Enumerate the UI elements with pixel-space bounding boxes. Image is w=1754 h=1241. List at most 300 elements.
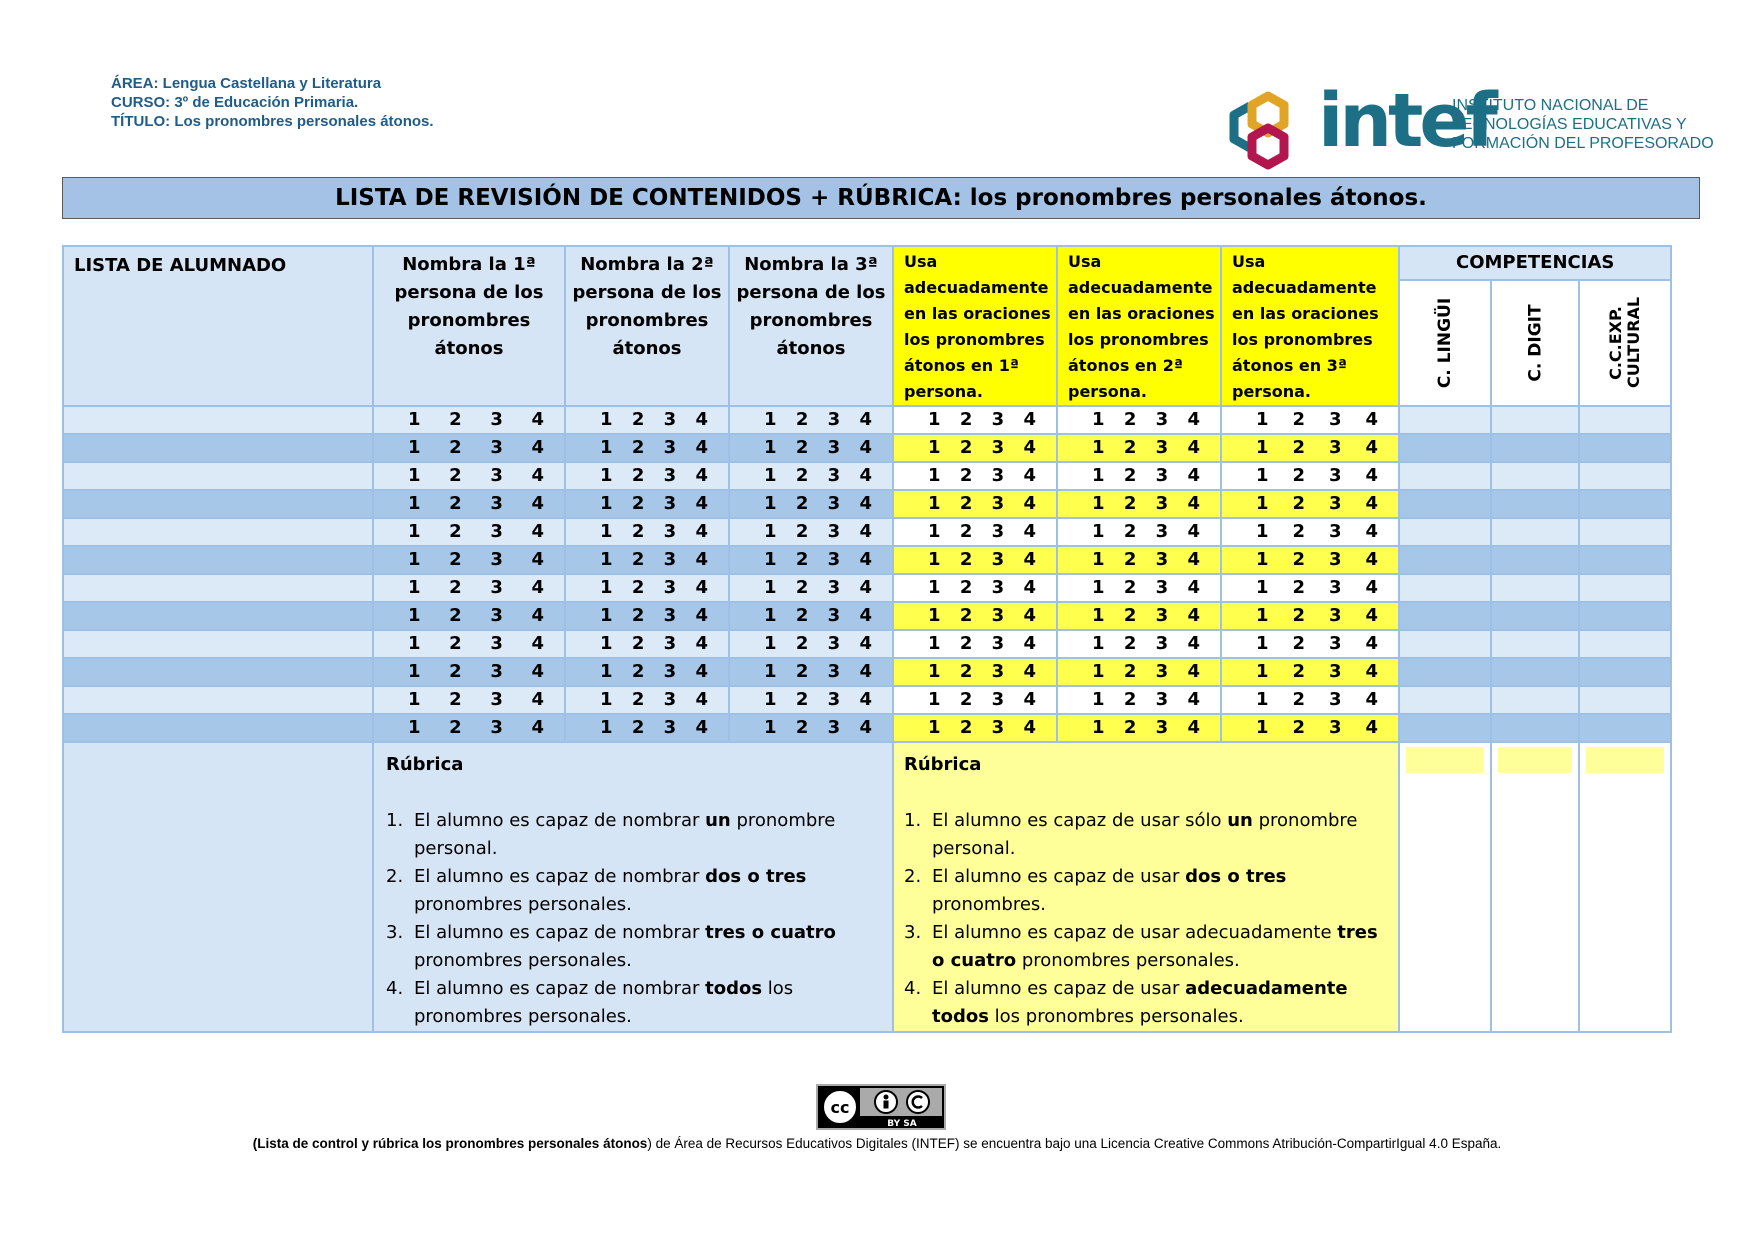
score-option[interactable]: 3 <box>1328 409 1342 430</box>
score-option[interactable]: 3 <box>827 689 841 710</box>
score-option[interactable]: 4 <box>1023 689 1036 710</box>
score-option[interactable]: 1 <box>928 689 941 710</box>
score-option[interactable]: 2 <box>959 409 973 430</box>
score-cell[interactable] <box>373 658 565 686</box>
score-option[interactable]: 2 <box>449 493 462 514</box>
score-option[interactable]: 1 <box>764 717 777 738</box>
score-option[interactable]: 2 <box>959 633 973 654</box>
score-option[interactable]: 1 <box>1256 493 1269 514</box>
score-cell[interactable] <box>1221 518 1399 546</box>
score-option[interactable]: 4 <box>1187 661 1200 682</box>
competencia-cell[interactable] <box>1399 546 1491 574</box>
score-cell[interactable] <box>565 714 729 742</box>
score-cell[interactable] <box>1057 714 1221 742</box>
score-option[interactable]: 4 <box>1365 437 1378 458</box>
score-cell[interactable] <box>1221 434 1399 462</box>
score-option[interactable]: 4 <box>695 521 708 542</box>
score-option[interactable]: 1 <box>1256 549 1269 570</box>
score-cell[interactable] <box>565 574 729 602</box>
score-option[interactable]: 2 <box>631 717 645 738</box>
score-option[interactable]: 2 <box>795 689 809 710</box>
score-option[interactable]: 4 <box>1023 577 1036 598</box>
competencia-cell[interactable] <box>1491 434 1579 462</box>
score-option[interactable]: 3 <box>1155 409 1169 430</box>
score-option[interactable]: 1 <box>928 409 941 430</box>
score-option[interactable]: 4 <box>1365 549 1378 570</box>
score-cell[interactable] <box>373 714 565 742</box>
competencia-cell[interactable] <box>1491 658 1579 686</box>
score-option[interactable]: 2 <box>449 689 462 710</box>
competencia-cell[interactable] <box>1399 630 1491 658</box>
score-option[interactable]: 3 <box>1155 661 1169 682</box>
score-option[interactable]: 1 <box>764 633 777 654</box>
score-option[interactable]: 1 <box>600 605 613 626</box>
score-option[interactable]: 2 <box>795 409 809 430</box>
score-option[interactable]: 2 <box>631 493 645 514</box>
student-name-cell[interactable] <box>63 686 373 714</box>
score-option[interactable]: 2 <box>959 521 973 542</box>
score-option[interactable]: 4 <box>1365 689 1378 710</box>
score-option[interactable]: 1 <box>600 437 613 458</box>
score-option[interactable]: 3 <box>1155 577 1169 598</box>
score-option[interactable]: 3 <box>490 493 503 514</box>
score-option[interactable]: 1 <box>1092 493 1105 514</box>
score-option[interactable]: 1 <box>1092 717 1105 738</box>
score-option[interactable]: 2 <box>631 409 645 430</box>
score-option[interactable]: 2 <box>1292 689 1306 710</box>
score-cell[interactable] <box>893 602 1057 630</box>
score-option[interactable]: 3 <box>991 521 1005 542</box>
score-option[interactable]: 2 <box>1123 605 1137 626</box>
score-option[interactable]: 4 <box>1023 493 1036 514</box>
score-option[interactable]: 4 <box>859 717 872 738</box>
score-option[interactable]: 3 <box>991 689 1005 710</box>
score-option[interactable]: 1 <box>1092 549 1105 570</box>
score-option[interactable]: 1 <box>1256 605 1269 626</box>
score-option[interactable]: 4 <box>1187 493 1200 514</box>
competencia-cell[interactable] <box>1579 602 1671 630</box>
score-option[interactable]: 1 <box>600 633 613 654</box>
score-cell[interactable] <box>1057 546 1221 574</box>
competencia-cell[interactable] <box>1399 714 1491 742</box>
score-option[interactable]: 4 <box>1023 437 1036 458</box>
score-cell[interactable] <box>565 686 729 714</box>
score-option[interactable]: 3 <box>827 465 841 486</box>
score-option[interactable]: 1 <box>408 521 421 542</box>
score-option[interactable]: 3 <box>1155 521 1169 542</box>
score-cell[interactable] <box>1221 630 1399 658</box>
score-option[interactable]: 1 <box>928 661 941 682</box>
score-option[interactable]: 4 <box>695 661 708 682</box>
score-option[interactable]: 3 <box>991 549 1005 570</box>
score-option[interactable]: 2 <box>1292 493 1306 514</box>
score-cell[interactable] <box>565 462 729 490</box>
score-cell[interactable] <box>373 630 565 658</box>
score-cell[interactable] <box>729 462 893 490</box>
score-option[interactable]: 3 <box>663 521 677 542</box>
student-name-cell[interactable] <box>63 546 373 574</box>
score-option[interactable]: 1 <box>928 577 941 598</box>
student-name-cell[interactable] <box>63 434 373 462</box>
student-name-cell[interactable] <box>63 574 373 602</box>
score-cell[interactable] <box>893 434 1057 462</box>
score-option[interactable]: 3 <box>827 437 841 458</box>
score-cell[interactable] <box>373 574 565 602</box>
competencia-cell[interactable] <box>1399 518 1491 546</box>
score-option[interactable]: 2 <box>631 605 645 626</box>
score-cell[interactable] <box>565 434 729 462</box>
score-option[interactable]: 2 <box>449 633 462 654</box>
score-cell[interactable] <box>729 602 893 630</box>
competencia-cell[interactable] <box>1491 602 1579 630</box>
student-name-cell[interactable] <box>63 714 373 742</box>
score-option[interactable]: 2 <box>1123 717 1137 738</box>
score-option[interactable]: 1 <box>1256 521 1269 542</box>
score-cell[interactable] <box>1057 574 1221 602</box>
score-option[interactable]: 3 <box>991 493 1005 514</box>
competencia-cell[interactable] <box>1579 714 1671 742</box>
score-option[interactable]: 1 <box>408 717 421 738</box>
score-option[interactable]: 1 <box>764 689 777 710</box>
score-option[interactable]: 4 <box>531 493 544 514</box>
score-cell[interactable] <box>373 602 565 630</box>
score-option[interactable]: 1 <box>1092 661 1105 682</box>
score-cell[interactable] <box>893 546 1057 574</box>
score-cell[interactable] <box>893 518 1057 546</box>
score-cell[interactable] <box>729 518 893 546</box>
competencia-cell[interactable] <box>1579 574 1671 602</box>
score-option[interactable]: 3 <box>991 661 1005 682</box>
score-option[interactable]: 2 <box>795 717 809 738</box>
score-option[interactable]: 4 <box>1365 493 1378 514</box>
score-option[interactable]: 2 <box>449 409 462 430</box>
score-option[interactable]: 2 <box>1123 409 1137 430</box>
score-option[interactable]: 1 <box>408 633 421 654</box>
score-option[interactable]: 3 <box>1328 465 1342 486</box>
score-option[interactable]: 1 <box>600 493 613 514</box>
score-option[interactable]: 4 <box>695 717 708 738</box>
student-name-cell[interactable] <box>63 462 373 490</box>
score-option[interactable]: 3 <box>1155 493 1169 514</box>
score-option[interactable]: 1 <box>764 605 777 626</box>
score-option[interactable]: 2 <box>631 549 645 570</box>
score-option[interactable]: 4 <box>1187 605 1200 626</box>
score-option[interactable]: 3 <box>490 577 503 598</box>
score-option[interactable]: 1 <box>408 661 421 682</box>
score-option[interactable]: 1 <box>408 465 421 486</box>
score-option[interactable]: 2 <box>1292 717 1306 738</box>
competencia-cell[interactable] <box>1399 686 1491 714</box>
score-option[interactable]: 2 <box>1123 633 1137 654</box>
score-option[interactable]: 1 <box>764 409 777 430</box>
score-option[interactable]: 4 <box>531 549 544 570</box>
score-option[interactable]: 4 <box>1023 549 1036 570</box>
score-option[interactable]: 2 <box>1123 577 1137 598</box>
score-option[interactable]: 4 <box>1023 465 1036 486</box>
score-cell[interactable] <box>373 546 565 574</box>
score-cell[interactable] <box>1057 602 1221 630</box>
score-option[interactable]: 3 <box>490 689 503 710</box>
score-option[interactable]: 3 <box>663 465 677 486</box>
score-option[interactable]: 1 <box>764 549 777 570</box>
score-option[interactable]: 4 <box>531 717 544 738</box>
score-option[interactable]: 1 <box>1256 661 1269 682</box>
score-option[interactable]: 4 <box>695 689 708 710</box>
competencia-cell[interactable] <box>1491 490 1579 518</box>
score-option[interactable]: 1 <box>928 605 941 626</box>
score-option[interactable]: 3 <box>490 465 503 486</box>
score-cell[interactable] <box>893 714 1057 742</box>
score-option[interactable]: 2 <box>631 633 645 654</box>
score-cell[interactable] <box>1057 686 1221 714</box>
score-option[interactable]: 2 <box>1292 577 1306 598</box>
score-option[interactable]: 2 <box>631 521 645 542</box>
score-option[interactable]: 3 <box>827 409 841 430</box>
competencia-cell[interactable] <box>1579 406 1671 434</box>
score-option[interactable]: 3 <box>663 605 677 626</box>
score-cell[interactable] <box>729 546 893 574</box>
score-cell[interactable] <box>893 658 1057 686</box>
score-cell[interactable] <box>1057 490 1221 518</box>
score-option[interactable]: 3 <box>1155 605 1169 626</box>
score-option[interactable]: 4 <box>531 689 544 710</box>
student-name-cell[interactable] <box>63 602 373 630</box>
competencia-cell[interactable] <box>1491 630 1579 658</box>
student-name-cell[interactable] <box>63 518 373 546</box>
score-option[interactable]: 4 <box>1187 577 1200 598</box>
score-option[interactable]: 1 <box>928 437 941 458</box>
competencia-cell[interactable] <box>1579 546 1671 574</box>
score-option[interactable]: 2 <box>959 577 973 598</box>
score-cell[interactable] <box>729 686 893 714</box>
score-option[interactable]: 1 <box>928 717 941 738</box>
score-option[interactable]: 2 <box>795 549 809 570</box>
competencia-cell[interactable] <box>1579 686 1671 714</box>
score-option[interactable]: 2 <box>1292 549 1306 570</box>
score-cell[interactable] <box>1057 406 1221 434</box>
score-option[interactable]: 3 <box>1155 465 1169 486</box>
score-cell[interactable] <box>373 490 565 518</box>
competencia-cell[interactable] <box>1399 462 1491 490</box>
score-option[interactable]: 4 <box>1187 409 1200 430</box>
score-option[interactable]: 3 <box>490 521 503 542</box>
score-option[interactable]: 3 <box>490 409 503 430</box>
score-cell[interactable] <box>1221 686 1399 714</box>
score-option[interactable]: 1 <box>928 521 941 542</box>
score-option[interactable]: 2 <box>959 661 973 682</box>
score-option[interactable]: 4 <box>695 409 708 430</box>
score-cell[interactable] <box>729 434 893 462</box>
score-option[interactable]: 2 <box>1123 661 1137 682</box>
score-option[interactable]: 4 <box>531 577 544 598</box>
score-option[interactable]: 4 <box>859 577 872 598</box>
score-cell[interactable] <box>565 406 729 434</box>
competencia-cell[interactable] <box>1491 406 1579 434</box>
score-option[interactable]: 4 <box>859 465 872 486</box>
score-option[interactable]: 4 <box>1187 549 1200 570</box>
score-option[interactable]: 4 <box>1365 633 1378 654</box>
score-option[interactable]: 1 <box>1256 633 1269 654</box>
score-option[interactable]: 4 <box>695 437 708 458</box>
student-name-cell[interactable] <box>63 630 373 658</box>
score-option[interactable]: 2 <box>1123 549 1137 570</box>
score-cell[interactable] <box>729 490 893 518</box>
score-cell[interactable] <box>729 658 893 686</box>
score-option[interactable]: 4 <box>1365 521 1378 542</box>
score-option[interactable]: 2 <box>1292 633 1306 654</box>
score-option[interactable]: 2 <box>1292 605 1306 626</box>
score-option[interactable]: 2 <box>1292 437 1306 458</box>
score-option[interactable]: 2 <box>1292 409 1306 430</box>
score-option[interactable]: 2 <box>959 465 973 486</box>
score-cell[interactable] <box>1057 518 1221 546</box>
score-option[interactable]: 1 <box>408 549 421 570</box>
score-option[interactable]: 2 <box>449 661 462 682</box>
score-cell[interactable] <box>729 406 893 434</box>
score-option[interactable]: 1 <box>600 465 613 486</box>
score-option[interactable]: 3 <box>1328 437 1342 458</box>
score-option[interactable]: 4 <box>859 605 872 626</box>
score-option[interactable]: 1 <box>1092 577 1105 598</box>
score-option[interactable]: 3 <box>827 633 841 654</box>
competencia-cell[interactable] <box>1579 658 1671 686</box>
score-option[interactable]: 2 <box>959 437 973 458</box>
score-option[interactable]: 1 <box>408 577 421 598</box>
score-option[interactable]: 4 <box>859 409 872 430</box>
score-option[interactable]: 4 <box>1187 717 1200 738</box>
score-option[interactable]: 2 <box>449 605 462 626</box>
score-option[interactable]: 3 <box>663 633 677 654</box>
competencia-cell[interactable] <box>1491 518 1579 546</box>
score-option[interactable]: 3 <box>991 605 1005 626</box>
score-option[interactable]: 4 <box>859 689 872 710</box>
score-option[interactable]: 4 <box>531 437 544 458</box>
score-option[interactable]: 3 <box>663 437 677 458</box>
score-option[interactable]: 2 <box>449 549 462 570</box>
score-option[interactable]: 4 <box>1365 465 1378 486</box>
score-cell[interactable] <box>729 714 893 742</box>
score-option[interactable]: 1 <box>1092 465 1105 486</box>
score-option[interactable]: 3 <box>1328 689 1342 710</box>
score-option[interactable]: 3 <box>1328 493 1342 514</box>
score-option[interactable]: 3 <box>1328 633 1342 654</box>
score-option[interactable]: 1 <box>764 493 777 514</box>
score-option[interactable]: 2 <box>449 577 462 598</box>
score-cell[interactable] <box>1057 630 1221 658</box>
score-option[interactable]: 1 <box>1256 465 1269 486</box>
score-option[interactable]: 3 <box>827 549 841 570</box>
score-option[interactable]: 1 <box>928 549 941 570</box>
score-option[interactable]: 3 <box>663 689 677 710</box>
score-cell[interactable] <box>373 518 565 546</box>
score-option[interactable]: 1 <box>408 689 421 710</box>
score-cell[interactable] <box>1221 574 1399 602</box>
score-option[interactable]: 3 <box>1155 633 1169 654</box>
score-option[interactable]: 1 <box>928 493 941 514</box>
score-option[interactable]: 3 <box>991 717 1005 738</box>
score-option[interactable]: 4 <box>859 549 872 570</box>
score-option[interactable]: 4 <box>859 521 872 542</box>
score-cell[interactable] <box>893 406 1057 434</box>
score-option[interactable]: 2 <box>959 493 973 514</box>
score-option[interactable]: 1 <box>600 577 613 598</box>
score-option[interactable]: 3 <box>827 661 841 682</box>
score-option[interactable]: 3 <box>490 717 503 738</box>
score-option[interactable]: 4 <box>1023 661 1036 682</box>
score-option[interactable]: 3 <box>827 493 841 514</box>
score-option[interactable]: 1 <box>764 661 777 682</box>
score-option[interactable]: 4 <box>1365 605 1378 626</box>
score-option[interactable]: 2 <box>795 577 809 598</box>
score-option[interactable]: 4 <box>859 437 872 458</box>
score-option[interactable]: 1 <box>600 549 613 570</box>
score-cell[interactable] <box>1221 714 1399 742</box>
score-option[interactable]: 4 <box>1187 437 1200 458</box>
score-option[interactable]: 4 <box>1023 409 1036 430</box>
score-option[interactable]: 2 <box>795 521 809 542</box>
score-option[interactable]: 2 <box>959 717 973 738</box>
score-option[interactable]: 1 <box>764 437 777 458</box>
score-option[interactable]: 4 <box>531 661 544 682</box>
competencia-cell[interactable] <box>1579 462 1671 490</box>
competencia-cell[interactable] <box>1579 630 1671 658</box>
score-cell[interactable] <box>373 686 565 714</box>
score-cell[interactable] <box>893 686 1057 714</box>
competencia-cell[interactable] <box>1399 602 1491 630</box>
score-option[interactable]: 2 <box>1123 465 1137 486</box>
score-cell[interactable] <box>565 518 729 546</box>
score-option[interactable]: 3 <box>1328 605 1342 626</box>
score-option[interactable]: 4 <box>1365 409 1378 430</box>
score-option[interactable]: 1 <box>600 409 613 430</box>
score-option[interactable]: 4 <box>1365 717 1378 738</box>
score-cell[interactable] <box>1221 546 1399 574</box>
score-option[interactable]: 4 <box>1187 633 1200 654</box>
score-option[interactable]: 2 <box>795 661 809 682</box>
score-option[interactable]: 2 <box>1292 521 1306 542</box>
score-option[interactable]: 1 <box>1092 521 1105 542</box>
score-cell[interactable] <box>373 462 565 490</box>
score-option[interactable]: 2 <box>631 661 645 682</box>
competencia-cell[interactable] <box>1399 658 1491 686</box>
score-option[interactable]: 3 <box>490 661 503 682</box>
competencia-cell[interactable] <box>1491 574 1579 602</box>
score-option[interactable]: 3 <box>827 605 841 626</box>
score-option[interactable]: 2 <box>1292 465 1306 486</box>
score-option[interactable]: 2 <box>959 689 973 710</box>
score-cell[interactable] <box>893 462 1057 490</box>
score-option[interactable]: 2 <box>1292 661 1306 682</box>
score-option[interactable]: 2 <box>631 437 645 458</box>
score-option[interactable]: 1 <box>1092 409 1105 430</box>
score-option[interactable]: 2 <box>449 437 462 458</box>
score-option[interactable]: 4 <box>1187 689 1200 710</box>
score-option[interactable]: 2 <box>795 493 809 514</box>
score-cell[interactable] <box>1221 602 1399 630</box>
score-option[interactable]: 4 <box>695 605 708 626</box>
competencia-cell[interactable] <box>1399 406 1491 434</box>
score-option[interactable]: 4 <box>531 605 544 626</box>
score-option[interactable]: 1 <box>600 689 613 710</box>
competencia-cell[interactable] <box>1491 714 1579 742</box>
score-cell[interactable] <box>893 630 1057 658</box>
score-option[interactable]: 3 <box>827 577 841 598</box>
score-option[interactable]: 2 <box>959 549 973 570</box>
score-option[interactable]: 3 <box>1328 717 1342 738</box>
score-cell[interactable] <box>373 434 565 462</box>
score-option[interactable]: 4 <box>1187 521 1200 542</box>
score-option[interactable]: 2 <box>631 577 645 598</box>
